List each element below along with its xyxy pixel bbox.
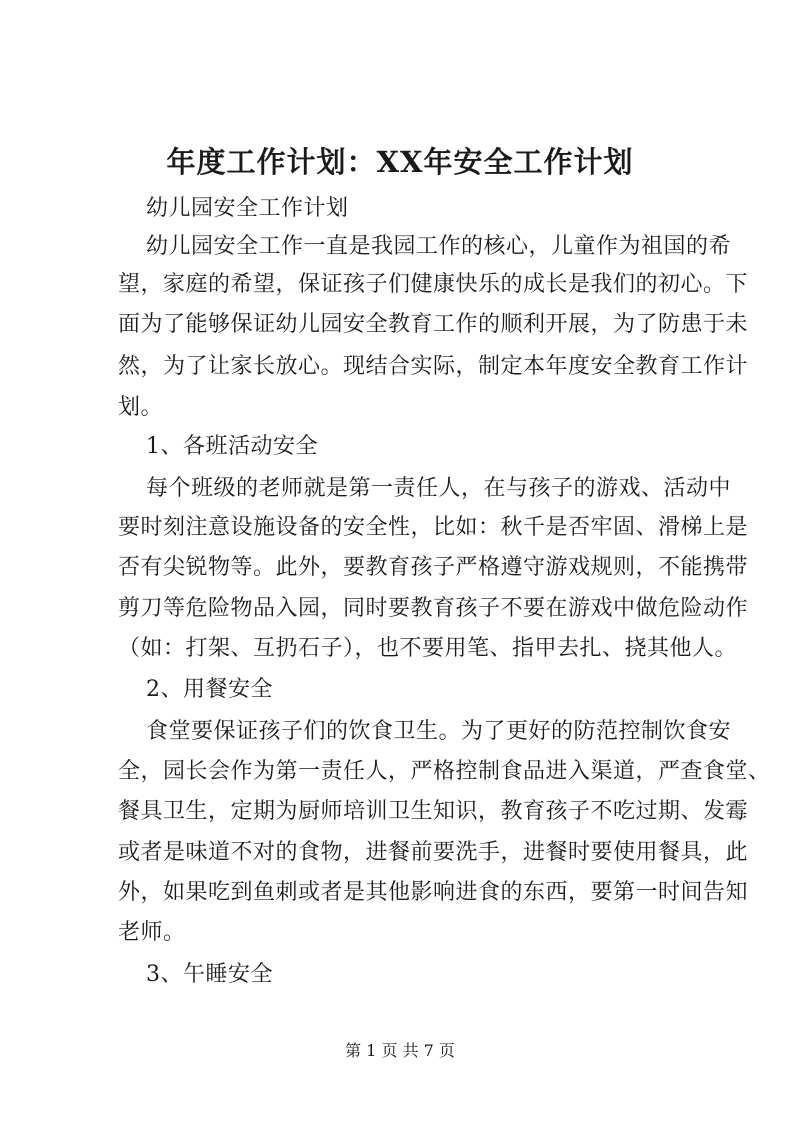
- section-1-line-5: （如：打架、互扔石子），也不要用笔、指甲去扎、挠其他人。: [118, 636, 738, 661]
- section-2-heading: 2、用餐安全: [146, 677, 273, 702]
- section-1-line-4: 剪刀等危险物品入园，同时要教育孩子不要在游戏中做危险动作: [118, 596, 749, 621]
- section-2-line-6: 老师。: [118, 920, 186, 945]
- section-1-heading: 1、各班活动安全: [146, 434, 318, 459]
- page-footer: 第 1 页 共 7 页: [345, 1041, 455, 1060]
- intro-line-5: 划。: [118, 395, 164, 420]
- section-3-heading: 3、午睡安全: [146, 962, 273, 987]
- section-2-line-4: 或者是味道不对的食物，进餐前要洗手，进餐时要使用餐具，此: [118, 840, 749, 865]
- section-2-line-1: 食堂要保证孩子们的饮食卫生。为了更好的防范控制饮食安: [146, 719, 732, 744]
- section-1-line-1: 每个班级的老师就是第一责任人，在与孩子的游戏、活动中: [146, 476, 732, 501]
- section-1-line-2: 要时刻注意设施设备的安全性，比如：秋千是否牢固、滑梯上是: [118, 515, 749, 540]
- section-2-line-5: 外，如果吃到鱼刺或者是其他影响进食的东西，要第一时间告知: [118, 880, 749, 905]
- subtitle: 幼儿园安全工作计划: [146, 196, 349, 221]
- section-1-line-3: 否有尖锐物等。此外，要教育孩子严格遵守游戏规则，不能携带: [118, 555, 749, 580]
- intro-line-4: 然，为了让家长放心。现结合实际，制定本年度安全教育工作计: [118, 354, 749, 379]
- document-title: 年度工作计划：XX年安全工作计划: [166, 145, 634, 179]
- section-2-line-2: 全，园长会作为第一责任人，严格控制食品进入渠道，严查食堂、: [118, 759, 771, 784]
- intro-line-1: 幼儿园安全工作一直是我园工作的核心，儿童作为祖国的希: [146, 234, 732, 259]
- section-2-line-3: 餐具卫生，定期为厨师培训卫生知识，教育孩子不吃过期、发霉: [118, 799, 749, 824]
- intro-line-2: 望，家庭的希望，保证孩子们健康快乐的成长是我们的初心。下: [118, 272, 749, 297]
- intro-line-3: 面为了能够保证幼儿园安全教育工作的顺利开展，为了防患于未: [118, 312, 749, 337]
